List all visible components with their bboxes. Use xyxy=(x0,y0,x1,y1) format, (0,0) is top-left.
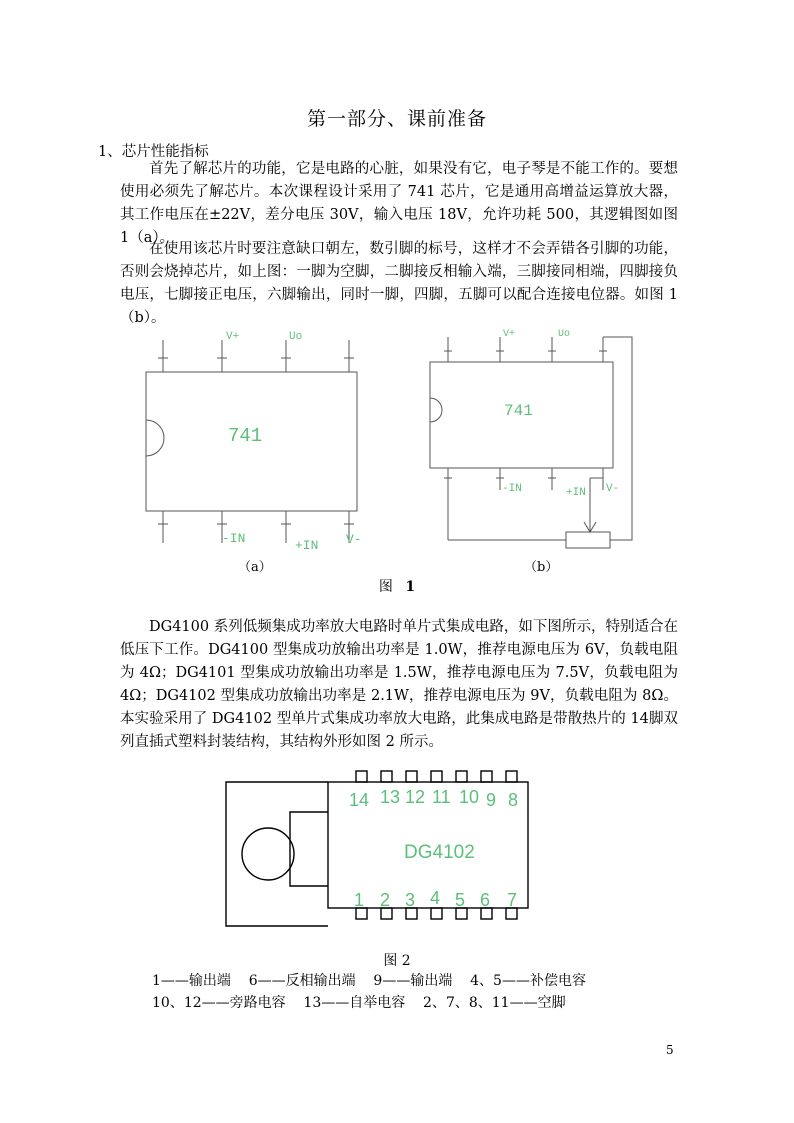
paragraph-741-pins: 在使用该芯片时要注意缺口朝左，数引脚的标号，这样才不会弄错各引脚的功能，否则会烧掉芯片，如上图：一脚为空脚，二脚接反相输入端，三脚接同相端，四脚接负电压，七脚接正电压，六脚输出，同时一脚，四脚，五脚可以配合连接电位器。如图 1（b）。 xyxy=(120,241,678,326)
pin-label-plus-in-b: +IN xyxy=(566,487,586,499)
pin-3-label: 3 xyxy=(405,890,416,910)
pin-6-label: 6 xyxy=(480,890,491,910)
pin-label-minus-in-b: -IN xyxy=(502,483,522,495)
chip-741-a-label: 741 xyxy=(228,425,263,447)
mounting-hole xyxy=(242,828,294,880)
pin-14-label: 14 xyxy=(349,790,370,810)
figure-1b-label: （b） xyxy=(524,560,559,575)
pin-8-label: 8 xyxy=(508,790,519,810)
pin-label-uo-a: Uo xyxy=(289,331,303,343)
pin-label-vplus-b: V+ xyxy=(503,329,516,340)
pin-4-label: 4 xyxy=(430,888,441,908)
section-heading: 1、芯片性能指标 xyxy=(98,144,209,160)
pin-12-label: 12 xyxy=(405,787,426,807)
pin-legend-line-2: 10、12——旁路电容 13——自举电容 2、7、8、11——空脚 xyxy=(152,995,566,1011)
figure-1-caption: 图 1 xyxy=(378,579,416,595)
figure-1a-label: （a） xyxy=(238,560,272,575)
pin-label-minus-in-a: -IN xyxy=(222,531,246,546)
dg4102-label: DG4102 xyxy=(404,842,475,863)
pin-11-label: 11 xyxy=(432,787,451,807)
page-title: 第一部分、课前准备 xyxy=(306,108,487,130)
pin-7-label: 7 xyxy=(507,890,518,910)
pin-label-plus-in-a: +IN xyxy=(295,538,319,553)
pin-5-label: 5 xyxy=(455,890,466,910)
chip-741-b-label: 741 xyxy=(504,402,533,420)
pin-2-label: 2 xyxy=(380,890,391,910)
pin-label-vminus-a: V- xyxy=(346,532,362,547)
pin-label-vminus-b: V- xyxy=(606,483,620,495)
pin-1-label: 1 xyxy=(354,890,365,910)
paragraph-dg4100: DG4100 系列低频集成功率放大电路时单片式集成电路，如下图所示，特别适合在低压下工作。DG4100 型集成功放输出功率是 1.0W，推荐电源电压为 6V，负载电阻为 4Ω；DG4101 型集成功放输出功率是 1.5W，推荐电源电压为 7.5V，负载电阻为 4Ω；DG4102 型集成功放输出功率是 2.1W，推荐电源电压为 9V，负载电阻为 8Ω。本实验采用了 DG4102 型单片式集成功率放大电路，此集成电路是带散热片的 14脚双列直插式塑料封装结构，其结构外形如图 2 所示。 xyxy=(120,619,678,750)
page-number: 5 xyxy=(666,1043,674,1057)
pin-9-label: 9 xyxy=(486,790,497,810)
pin-legend-line-1: 1——输出端 6——反相输出端 9——输出端 4、5——补偿电容 xyxy=(152,973,586,989)
pin-10-label: 10 xyxy=(459,787,480,807)
pin-label-vplus-a: V+ xyxy=(226,331,240,343)
pin-label-uo-b: Uo xyxy=(558,329,571,340)
pin-13-label: 13 xyxy=(380,787,401,807)
figure-2-caption: 图 2 xyxy=(383,953,411,969)
paragraph-741-intro: 首先了解芯片的功能，它是电路的心脏，如果没有它，电子琴是不能工作的。要想使用必须先了解芯片。本次课程设计采用了 741 芯片，它是通用高增益运算放大器，其工作电压在±22V，差分电压 30V，输入电压 18V，允许功耗 500，其逻辑图如图 1（a）。 xyxy=(120,161,678,246)
